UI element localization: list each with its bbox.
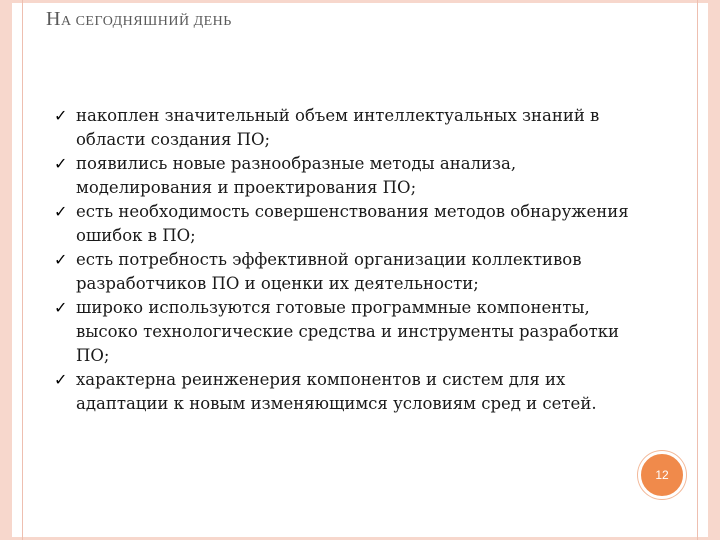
page-number-badge <box>638 451 686 499</box>
check-icon: ✓ <box>54 298 68 317</box>
page-number: 12 <box>655 468 669 482</box>
check-icon: ✓ <box>54 154 68 173</box>
check-icon: ✓ <box>54 370 68 389</box>
bullet-list <box>54 104 644 416</box>
bullet-text: есть потребность эффективной организации коллективов разработчиков ПО и оценки их деятельности; <box>76 250 582 293</box>
slide-title-initial: Н <box>46 8 61 30</box>
list-item <box>54 368 644 416</box>
list-item <box>54 296 644 368</box>
slide-title <box>46 8 232 31</box>
list-item <box>54 200 644 248</box>
bullet-text: накоплен значительный объем интеллектуальных знаний в области создания ПО; <box>76 106 600 149</box>
check-icon: ✓ <box>54 250 68 269</box>
list-item <box>54 104 644 152</box>
slide-title-rest: А СЕГОДНЯШНИЙ ДЕНЬ <box>60 14 232 29</box>
bullet-text: есть необходимость совершенствования методов обнаружения ошибок в ПО; <box>76 202 629 245</box>
bullet-text: характерна реинженерия компонентов и систем для их адаптации к новым изменяющимся условиям сред и сетей. <box>76 370 597 413</box>
check-icon: ✓ <box>54 106 68 125</box>
left-border-rule <box>22 0 23 540</box>
bullet-text: появились новые разнообразные методы анализа, моделирования и проектирования ПО; <box>76 154 517 197</box>
list-item <box>54 248 644 296</box>
check-icon: ✓ <box>54 202 68 221</box>
bullet-text: широко используются готовые программные компоненты, высоко технологические средства и инструменты разработки ПО; <box>76 298 620 365</box>
list-item <box>54 152 644 200</box>
right-border-rule <box>697 0 698 540</box>
